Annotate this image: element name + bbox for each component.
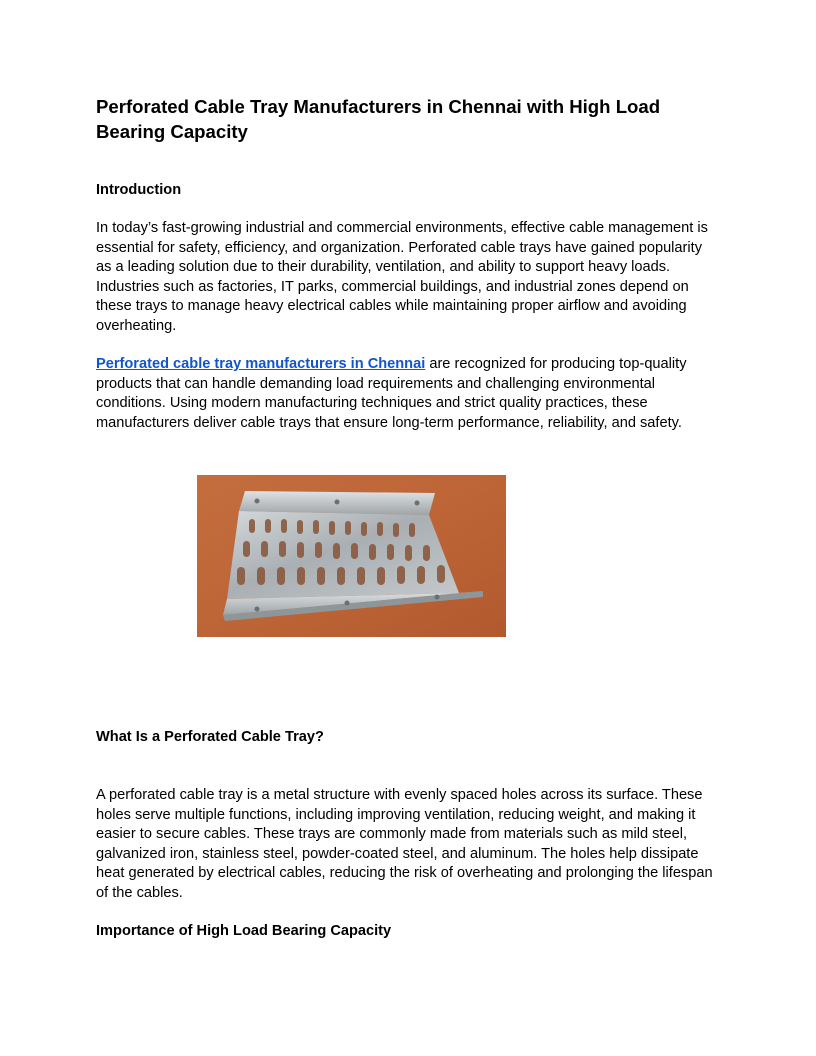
- what-is-paragraph: A perforated cable tray is a metal structure with evenly spaced holes across its surface. These holes serve multiple functions, including improving ventilation, reducing weight, and making it easier to secure cables. These trays are commonly made from materials such as mild steel, galvanized iron, stainless steel, powder-coated steel, and aluminum. The holes help dissipate heat generated by electrical cables, reducing the risk of overheating and prolonging the lifespan of the cables.: [96, 787, 713, 901]
- what-is-heading: What Is a Perforated Cable Tray?: [96, 729, 324, 745]
- introduction-paragraph-2-text: are recognized for producing top-quality products that can handle demanding load requirements and challenging environmental conditions. Using modern manufacturing techniques and strict quality practices, these manufacturers deliver cable trays that ensure long-term performance, reliability, and safety.: [96, 356, 687, 431]
- introduction-paragraph-2: [96, 355, 720, 433]
- introduction-paragraph-1: In today’s fast-growing industrial and commercial environments, effective cable management is essential for safety, efficiency, and organization. Perforated cable trays have gained popularity as a leading solution due to their durability, ventilation, and ability to support heavy loads. Industries such as factories, IT parks, commercial buildings, and industrial zones depend on these trays to manage heavy electrical cables while maintaining proper airflow and avoiding overheating.: [96, 220, 708, 334]
- document-title: Perforated Cable Tray Manufacturers in Chennai with High Load Bearing Capacity: [96, 96, 661, 142]
- document-page: [96, 94, 720, 941]
- introduction-heading: Introduction: [96, 182, 182, 198]
- importance-heading: Importance of High Load Bearing Capacity: [96, 923, 392, 939]
- manufacturers-link[interactable]: Perforated cable tray manufacturers in Chennai: [96, 356, 426, 372]
- cable-tray-photo: [197, 475, 506, 637]
